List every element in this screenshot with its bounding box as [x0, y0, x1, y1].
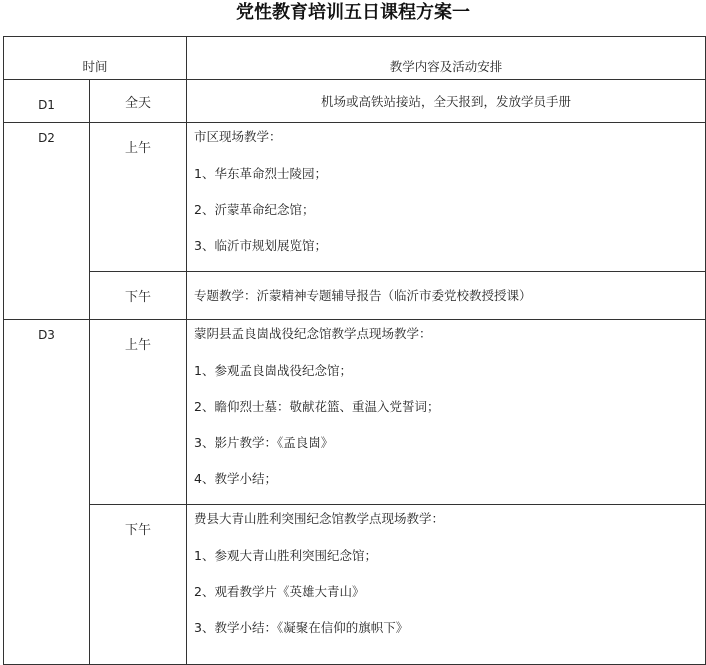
period-label: 上午	[90, 320, 187, 505]
content-cell: 专题教学：沂蒙精神专题辅导报告（临沂市委党校教授授课）	[187, 272, 706, 320]
content-line: 1、参观大青山胜利突围纪念馆；	[194, 548, 377, 563]
table-row-d2-am	[4, 123, 706, 272]
period-label: 下午	[90, 272, 187, 320]
content-line: 1、华东革命烈士陵园；	[194, 166, 327, 181]
document-title: 党性教育培训五日课程方案一	[236, 2, 470, 23]
table-row-d1	[4, 80, 706, 123]
table-header-row	[4, 37, 706, 80]
content-line: 1、参观孟良崮战役纪念馆；	[194, 363, 352, 378]
schedule-table	[3, 36, 706, 665]
day-label: D3	[4, 320, 90, 665]
content-line: 2、沂蒙革命纪念馆；	[194, 202, 315, 217]
content-cell	[187, 123, 706, 272]
content-line: 3、影片教学：《孟良崮》	[194, 435, 334, 450]
table-row-d3-am	[4, 320, 706, 505]
header-time: 时间	[4, 37, 187, 80]
content-line: 3、教学小结：《凝聚在信仰的旗帜下》	[194, 620, 409, 635]
day-label: D1	[4, 80, 90, 123]
table-row-d2-pm	[4, 272, 706, 320]
day-label: D2	[4, 123, 90, 320]
content-line: 2、瞻仰烈士墓：敬献花篮、重温入党誓词；	[194, 399, 440, 414]
period-label: 下午	[90, 505, 187, 665]
content-cell	[187, 505, 706, 665]
content-line: 蒙阴县孟良崮战役纪念馆教学点现场教学：	[194, 326, 432, 341]
content-line: 费县大青山胜利突围纪念馆教学点现场教学：	[194, 511, 445, 526]
period-label: 全天	[90, 80, 187, 123]
content-line: 4、教学小结；	[194, 471, 277, 486]
content-cell	[187, 320, 706, 505]
content-line: 市区现场教学：	[194, 129, 282, 144]
table-row-d3-pm	[4, 505, 706, 665]
content-cell: 机场或高铁站接站，全天报到，发放学员手册	[187, 80, 706, 123]
content-line: 2、观看教学片《英雄大青山》	[194, 584, 365, 599]
period-label: 上午	[90, 123, 187, 272]
header-content: 教学内容及活动安排	[187, 37, 706, 80]
content-line: 3、临沂市规划展览馆；	[194, 238, 327, 253]
